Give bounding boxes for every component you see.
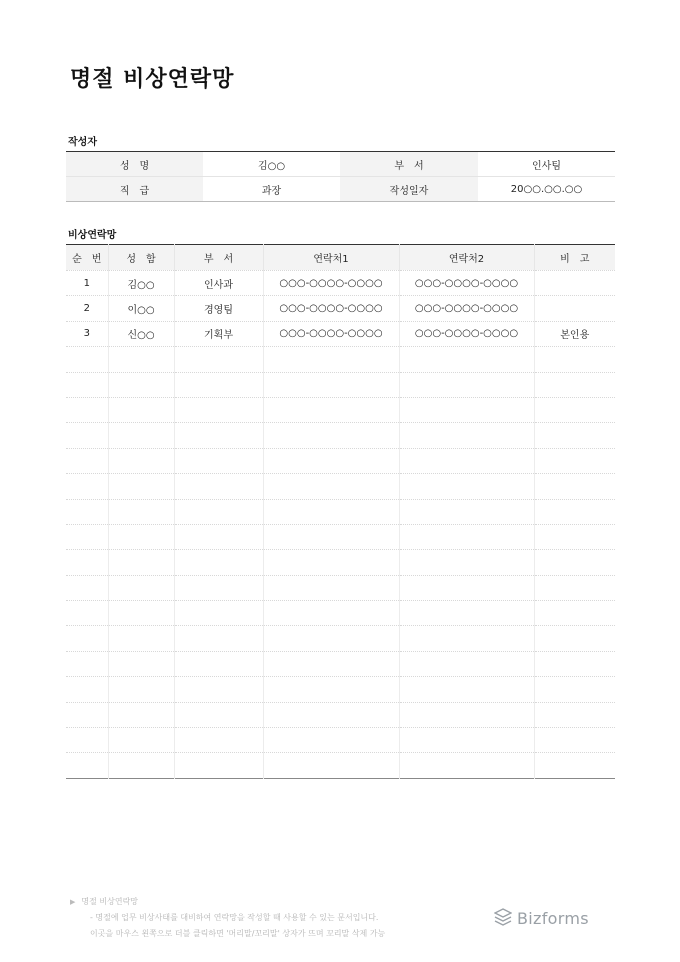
empty-cell [534,448,615,473]
empty-table-row [66,753,615,778]
empty-cell [399,397,534,422]
empty-table-row [66,575,615,600]
empty-cell [66,601,108,626]
row-dept: 인사과 [174,271,263,296]
triangle-bullet-icon: ▶ [70,898,76,906]
empty-cell [399,728,534,753]
empty-table-row [66,448,615,473]
row-phone2: ○○○-○○○○-○○○○ [399,321,534,346]
empty-table-row [66,524,615,549]
empty-cell [66,423,108,448]
empty-cell [108,448,174,473]
empty-cell [534,372,615,397]
footer-heading-line [70,894,385,910]
empty-cell [263,397,399,422]
empty-cell [108,601,174,626]
row-phone2: ○○○-○○○○-○○○○ [399,271,534,296]
empty-cell [174,550,263,575]
empty-cell [174,499,263,524]
document-title: 명절 비상연락망 [70,67,235,92]
empty-cell [174,677,263,702]
table-row [66,271,615,296]
empty-cell [66,575,108,600]
department-value: 인사팀 [532,160,561,172]
empty-table-row [66,651,615,676]
empty-table-row [66,397,615,422]
empty-table-row [66,372,615,397]
empty-table-row [66,601,615,626]
rank-value: 과장 [203,177,340,202]
empty-cell [399,524,534,549]
empty-cell [263,626,399,651]
row-note: 본인용 [534,321,615,346]
empty-cell [108,677,174,702]
row-name: 김○○ [108,271,174,296]
empty-cell [66,524,108,549]
brand-name: Bizforms [517,908,589,928]
empty-cell [399,550,534,575]
empty-cell [108,423,174,448]
empty-cell [108,347,174,372]
footer-heading: 명절 비상연락망 [81,897,139,906]
empty-table-row [66,474,615,499]
contact-section-label: 비상연락망 [68,230,117,241]
empty-cell [399,575,534,600]
empty-cell [108,702,174,727]
author-row-name [66,152,615,177]
empty-table-row [66,677,615,702]
empty-cell [263,372,399,397]
empty-cell [399,474,534,499]
empty-cell [263,474,399,499]
header-note: 비 고 [534,245,615,271]
empty-cell [66,728,108,753]
row-dept: 경영팀 [174,296,263,321]
rank-label: 직 급 [66,177,203,202]
empty-cell [66,626,108,651]
header-name: 성 함 [108,245,174,271]
empty-cell [534,651,615,676]
empty-cell [534,626,615,651]
empty-cell [174,423,263,448]
empty-cell [399,423,534,448]
empty-cell [263,575,399,600]
empty-cell [399,372,534,397]
empty-cell [174,702,263,727]
stacked-layers-icon [494,908,512,928]
empty-cell [263,499,399,524]
row-name: 신○○ [108,321,174,346]
row-no: 3 [66,321,108,346]
empty-cell [108,524,174,549]
row-dept: 기획부 [174,321,263,346]
empty-cell [174,575,263,600]
empty-cell [399,601,534,626]
empty-cell [66,448,108,473]
name-label: 성 명 [66,152,203,177]
empty-cell [399,677,534,702]
footer-line-2: 이곳을 마우스 왼쪽으로 더블 클릭하면 '머리말/꼬리말' 상자가 뜨며 꼬리말 삭제 가능 [90,929,386,938]
empty-cell [108,575,174,600]
empty-cell [108,626,174,651]
empty-cell [263,677,399,702]
empty-cell [66,677,108,702]
row-phone2: ○○○-○○○○-○○○○ [399,296,534,321]
empty-cell [263,423,399,448]
empty-cell [534,524,615,549]
contact-header-row [66,245,615,271]
empty-cell [174,524,263,549]
empty-cell [108,372,174,397]
empty-cell [534,347,615,372]
empty-cell [399,753,534,778]
empty-cell [534,702,615,727]
empty-table-row [66,626,615,651]
header-phone2: 연락처2 [399,245,534,271]
date-value: 20○○.○○.○○ [478,177,615,202]
empty-cell [108,550,174,575]
header-no: 순 번 [66,245,108,271]
empty-cell [263,550,399,575]
empty-cell [174,397,263,422]
empty-cell [399,448,534,473]
empty-cell [534,728,615,753]
empty-cell [534,601,615,626]
empty-cell [66,372,108,397]
author-section-label: 작성자 [68,137,97,148]
empty-cell [66,499,108,524]
empty-table-row [66,550,615,575]
empty-cell [534,550,615,575]
empty-cell [108,397,174,422]
empty-cell [399,702,534,727]
name-value: 김○○ [257,160,286,172]
empty-cell [399,626,534,651]
row-phone1: ○○○-○○○○-○○○○ [263,296,399,321]
row-no: 1 [66,271,108,296]
empty-cell [534,753,615,778]
header-dept: 부 서 [174,245,263,271]
empty-cell [174,626,263,651]
empty-cell [399,499,534,524]
author-info-table [66,151,615,202]
empty-cell [263,601,399,626]
empty-cell [174,728,263,753]
row-note [534,296,615,321]
empty-table-row [66,728,615,753]
row-phone1: ○○○-○○○○-○○○○ [263,271,399,296]
date-label: 작성일자 [340,177,478,202]
empty-cell [108,651,174,676]
empty-cell [263,347,399,372]
empty-cell [66,702,108,727]
empty-cell [66,550,108,575]
empty-cell [263,651,399,676]
empty-cell [399,347,534,372]
empty-cell [534,474,615,499]
empty-cell [108,753,174,778]
empty-cell [263,448,399,473]
empty-cell [174,448,263,473]
empty-cell [534,677,615,702]
empty-cell [263,702,399,727]
footer-note [70,894,385,942]
empty-table-row [66,347,615,372]
empty-cell [108,728,174,753]
row-no: 2 [66,296,108,321]
contact-table [66,244,615,779]
empty-cell [534,423,615,448]
empty-cell [399,651,534,676]
empty-cell [174,753,263,778]
empty-cell [174,601,263,626]
empty-cell [174,474,263,499]
empty-cell [174,347,263,372]
table-row [66,296,615,321]
empty-cell [263,524,399,549]
empty-cell [108,474,174,499]
header-phone1: 연락처1 [263,245,399,271]
empty-cell [66,347,108,372]
empty-cell [66,474,108,499]
department-label: 부 서 [340,152,478,177]
bizforms-logo [494,908,589,928]
empty-table-row [66,499,615,524]
empty-cell [108,499,174,524]
footer-line-1: - 명절에 업무 비상사태를 대비하여 연락망을 작성할 때 사용할 수 있는 문서입니다. [90,913,379,922]
empty-cell [174,372,263,397]
row-name: 이○○ [108,296,174,321]
empty-cell [263,753,399,778]
empty-cell [174,651,263,676]
empty-cell [66,397,108,422]
empty-table-row [66,702,615,727]
row-note [534,271,615,296]
author-row-rank [66,177,615,202]
empty-cell [66,753,108,778]
table-row [66,321,615,346]
empty-cell [534,499,615,524]
empty-cell [263,728,399,753]
row-phone1: ○○○-○○○○-○○○○ [263,321,399,346]
empty-table-row [66,423,615,448]
empty-cell [534,575,615,600]
empty-cell [534,397,615,422]
empty-cell [66,651,108,676]
